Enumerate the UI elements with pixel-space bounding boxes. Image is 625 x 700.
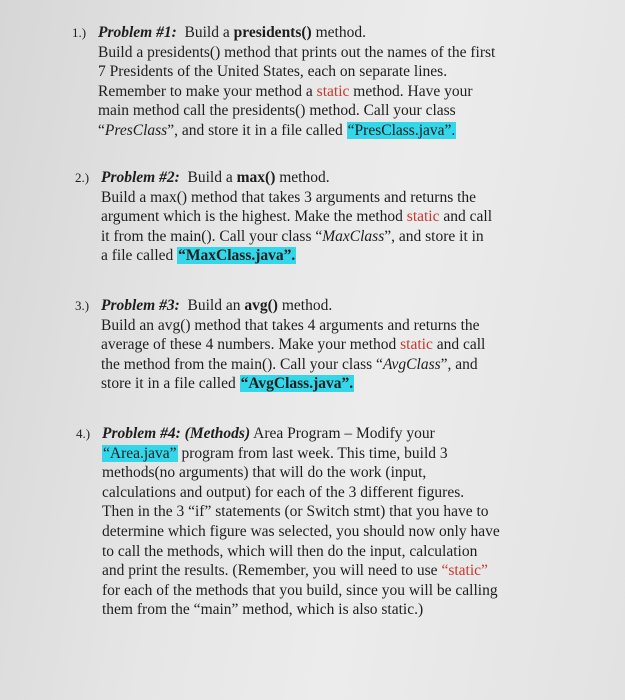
highlighted-filename: “PresClass.java”. <box>347 121 456 139</box>
text-span: method. Have your <box>349 82 473 100</box>
text-span: and call <box>439 208 493 226</box>
text-span: average of these 4 numbers. Make your method <box>101 336 401 354</box>
problem-label: Problem #4: <box>102 425 181 442</box>
problem-text-line: Build a max() method that takes 3 arguments and returns the <box>101 188 477 206</box>
problem-text-line <box>72 121 495 141</box>
problem-text-line: calculations and output) for each of the 3 different figures. <box>102 483 465 501</box>
problem-text-line: them from the “main” method, which is also static.) <box>102 601 424 619</box>
problem-text-line <box>75 207 492 227</box>
problem-text-line: main method call the presidents() method. Call your class <box>98 102 456 120</box>
problem-text-line <box>75 355 485 375</box>
text-span: ”, and store it in a file called <box>167 121 347 139</box>
problem-title-text: Area Program – Modify your <box>250 425 435 442</box>
problem-text-line: methods(no arguments) that will do the work (input, <box>102 464 427 482</box>
problem-text-line <box>75 335 485 355</box>
problem-number: 2.) <box>75 170 90 185</box>
problem-text-line: 7 Presidents of the United States, each on separate lines. <box>98 63 448 81</box>
text-span: Remember to make your method a <box>98 82 317 100</box>
problem-4 <box>76 424 500 620</box>
text-span: argument which is the highest. Make the method <box>101 208 407 226</box>
problem-text-line <box>76 444 500 464</box>
highlighted-filename: “MaxClass.java”. <box>178 247 296 265</box>
class-name: AvgClass <box>382 355 441 373</box>
static-keyword: static <box>316 82 350 100</box>
text-span: store it in a file called <box>101 375 240 393</box>
problem-2 <box>75 168 492 266</box>
problem-1 <box>72 23 495 141</box>
problem-title-method: max() <box>236 169 276 186</box>
problem-title-text: method. <box>275 169 330 186</box>
problem-title-text: Build a <box>187 169 237 186</box>
problem-number: 3.) <box>75 298 90 313</box>
problem-text-line <box>76 561 500 581</box>
problem-title-method: presidents() <box>233 24 312 41</box>
problem-text-line <box>72 82 495 102</box>
problem-title-text: Build an <box>187 297 245 314</box>
text-span: the method from the main(). Call your class “ <box>101 355 383 373</box>
static-keyword: “static” <box>441 562 488 580</box>
text-span: and print the results. (Remember, you will need to use <box>102 562 442 580</box>
problem-3 <box>75 296 485 394</box>
text-span: program from last week. This time, build 3 <box>177 444 448 462</box>
static-keyword: static <box>406 208 440 226</box>
highlighted-filename: “AvgClass.java”. <box>240 375 354 393</box>
class-name: PresClass <box>104 121 168 139</box>
problem-text-line <box>75 374 485 394</box>
problem-4-heading <box>76 424 500 444</box>
text-span: ”, and store it in <box>384 227 484 245</box>
problem-label: Problem #1: <box>98 24 177 41</box>
text-span: it from the main(). Call your class “ <box>101 227 323 245</box>
problem-text-line <box>75 227 492 247</box>
problem-3-heading <box>75 296 485 316</box>
problem-title-text: method. <box>311 24 366 41</box>
class-name: MaxClass <box>322 227 385 245</box>
problem-1-heading <box>72 23 495 43</box>
problem-text-line <box>75 246 492 266</box>
problem-title-method: avg() <box>244 297 278 314</box>
problem-number: 1.) <box>72 25 87 40</box>
text-span: a file called <box>101 247 178 265</box>
problem-text-line: Build an avg() method that takes 4 arguments and returns the <box>101 316 480 334</box>
problem-2-heading <box>75 168 492 188</box>
text-span: and call <box>432 336 486 354</box>
problem-label: Problem #2: <box>101 169 180 186</box>
problem-text-line: determine which figure was selected, you should now only have <box>102 522 500 540</box>
highlighted-filename: “Area.java” <box>103 444 177 462</box>
problem-label: Problem #3: <box>101 297 180 314</box>
problem-text-line: for each of the methods that you build, since you will be calling <box>102 581 498 599</box>
problem-title-paren: (Methods) <box>184 425 251 442</box>
problem-title-text: Build a <box>184 24 234 41</box>
problem-text-line: to call the methods, which will then do the input, calculation <box>102 542 478 560</box>
problem-text-line: Then in the 3 “if” statements (or Switch stmt) that you have to <box>102 503 489 521</box>
text-span: ”, and <box>440 355 478 373</box>
problem-text-line: Build a presidents() method that prints out the names of the first <box>98 43 496 61</box>
problem-number: 4.) <box>76 426 91 441</box>
text-span: “ <box>98 121 105 139</box>
problem-title-text: method. <box>277 297 333 314</box>
static-keyword: static <box>400 336 433 354</box>
